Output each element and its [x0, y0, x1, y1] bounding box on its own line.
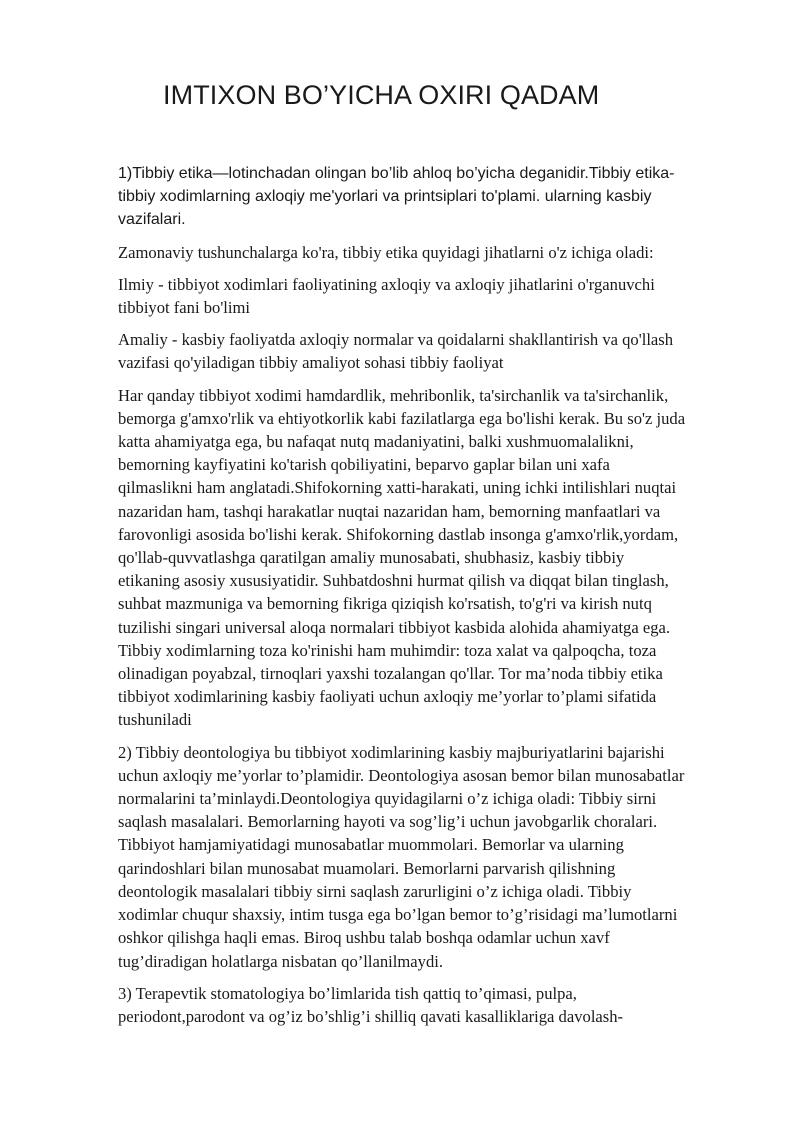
- paragraph-medical-worker-qualities: Har qanday tibbiyot xodimi hamdardlik, mehribonlik, ta'sirchanlik va ta'sirchanlik, bemorga g'amxo'rlik va ehtiyotkorlik kabi fazilatlarga ega bo'lishi kerak. Bu so'z juda katta ahamiyatga ega, bu nafaqat nutq madaniyatini, balki xushmuomalalikni, bemorning kayfiyatini ko'tarish qobiliyatini, beparvo gaplar bilan uni xafa qilmaslikni ham anglatadi.Shifokorning xatti-harakati, uning ichki intilishlari nuqtai nazaridan ham, tashqi harakatlar nuqtai nazaridan ham, bemorning manfaatlari va farovonligi asosida bo'lishi kerak. Shifokorning dastlab insonga g'amxo'rlik,yordam, qo'llab-quvvatlashga qaratilgan amaliy munosabati, shubhasiz, kasbiy tibbiy etikaning asosiy xususiyatidir. Suhbatdoshni hurmat qilish va diqqat bilan tinglash, suhbat mazmuniga va bemorning fikriga qiziqish ko'rsatish, to'g'ri va kirish nutq tuzilishi singari universal aloqa normalari tibbiyot kasbida alohida ahamiyatga ega. Tibbiy xodimlarning toza ko'rinishi ham muhimdir: toza xalat va qalpoqcha, toza olinadigan poyabzal, tirnoqlari yaxshi tozalangan qo'llar. Tor ma’noda tibbiy etika tibbiyot xodimlarining kasbiy faoliyati uchun axloqiy me’yorlar to’plami sifatida tushuniladi: [118, 385, 686, 730]
- paragraph-tibbiy-etika-definition: 1)Tibbiy etika—lotinchadan olingan bo’lib ahloq bo’yicha deganidir.Tibbiy etika- tibbiy xodimlarning axloqiy me'yorlari va printsiplari to'plami. ularning kasbiy vazifalari.: [118, 165, 675, 229]
- paragraph-terapevtik-stomatologiya: 3) Terapevtik stomatologiya bo’limlarida tish qattiq to’qimasi, pulpa, periodont,parodont va og’iz bo’shlig’i shilliq qavati kasalliklariga davolash-: [118, 983, 624, 1026]
- paragraph-amaliy: Amaliy - kasbiy faoliyatda axloqiy normalar va qoidalarni shakllantirish va qo'llash vazifasi qo'yiladigan tibbiy amaliyot sohasi tibbiy faoliyat: [118, 330, 674, 373]
- paragraph-ilmiy: Ilmiy - tibbiyot xodimlari faoliyatining axloqiy va axloqiy jihatlarini o'rganuvchi tibbiyot fani bo'limi: [118, 274, 655, 318]
- document-body: [118, 162, 686, 1037]
- paragraph-deontologiya: 2) Tibbiy deontologiya bu tibbiyot xodimlarining kasbiy majburiyatlarini bajarishi uchun axloqiy me’yorlar to’plamidir. Deontologiya asosan bemor bilan munosabatlar normalarini ta’minlaydi.Deontologiya quyidagilarni o’z ichiga oladi: Tibbiy sirni saqlash masalalari. Bemorlarning hayoti va sog’lig’i uchun javobgarlik choralari. Tibbiyot hamjamiyatidagi munosabatlar muommolari. Bemorlar va ularning qarindoshlari bilan munosabat muamolari. Bemorlarni parvarish qilishning deontologik masalalari tibbiy sirni saqlash zarurligini o’z ichiga oladi. Tibbiy xodimlar chuqur shaxsiy, intim tusga ega bo’lgan bemor to’g’risidagi ma’lumotlarni oshkor qilishga haqli emas. Biroq ushbu talab boshqa odamlar uchun xavf tug’diradigan holatlarga nisbatan qo’llanilmaydi.: [118, 742, 685, 971]
- paragraph-modern-concepts: Zamonaviy tushunchalarga ko'ra, tibbiy etika quyidagi jihatlarni o'z ichiga oladi:: [118, 242, 654, 262]
- document-title: IMTIXON BO’YICHA OXIRI QADAM: [163, 80, 600, 110]
